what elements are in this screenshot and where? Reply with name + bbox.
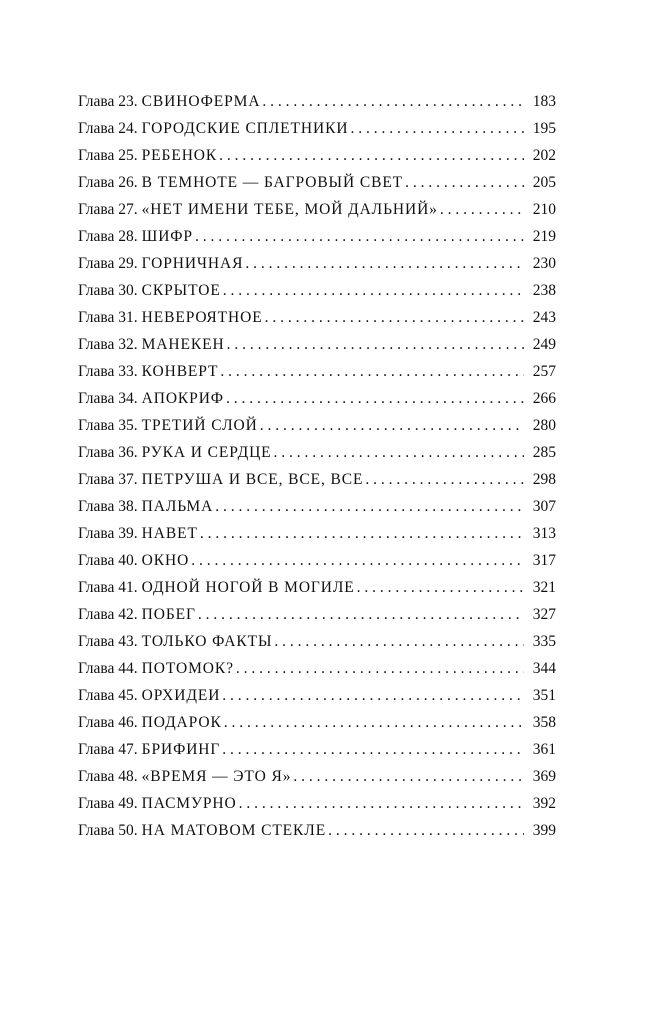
page-number: 280 <box>532 417 556 434</box>
toc-entry <box>78 304 556 331</box>
chapter-number: Глава 38. <box>78 498 138 515</box>
chapter-number: Глава 42. <box>78 606 138 623</box>
toc-entry <box>78 115 556 142</box>
chapter-number: Глава 49. <box>78 795 138 812</box>
toc-entry <box>78 790 556 817</box>
dot-leader <box>405 169 524 196</box>
page-number: 344 <box>532 660 556 677</box>
chapter-title: АПОКРИФ <box>141 390 224 407</box>
chapter-title: ПОДАРОК <box>141 714 222 731</box>
page-number: 266 <box>532 390 556 407</box>
chapter-title: «НЕТ ИМЕНИ ТЕБЕ, МОЙ ДАЛЬНИЙ» <box>141 201 438 218</box>
toc-entry <box>78 88 556 115</box>
page-number: 249 <box>532 336 556 353</box>
chapter-number: Глава 47. <box>78 741 138 758</box>
dot-leader <box>200 520 524 547</box>
toc-entry <box>78 466 556 493</box>
page-number: 399 <box>532 822 556 839</box>
dot-leader <box>198 601 524 628</box>
chapter-title: ПАСМУРНО <box>141 795 237 812</box>
page-number: 219 <box>532 228 556 245</box>
page-number: 298 <box>532 471 556 488</box>
toc-entry <box>78 574 556 601</box>
chapter-number: Глава 30. <box>78 282 138 299</box>
page-number: 369 <box>532 768 556 785</box>
chapter-number: Глава 27. <box>78 201 138 218</box>
toc-entry <box>78 412 556 439</box>
chapter-title: ОРХИДЕИ <box>141 687 221 704</box>
table-of-contents <box>78 88 556 844</box>
chapter-title: ОКНО <box>141 552 190 569</box>
chapter-number: Глава 35. <box>78 417 138 434</box>
chapter-number: Глава 25. <box>78 147 138 164</box>
page-number: 257 <box>532 363 556 380</box>
chapter-number: Глава 36. <box>78 444 138 461</box>
page-number: 183 <box>532 93 556 110</box>
dot-leader <box>260 412 524 439</box>
chapter-number: Глава 34. <box>78 390 138 407</box>
dot-leader <box>219 142 524 169</box>
toc-entry <box>78 682 556 709</box>
page-number: 205 <box>532 174 556 191</box>
toc-entry <box>78 331 556 358</box>
dot-leader <box>215 493 524 520</box>
chapter-number: Глава 29. <box>78 255 138 272</box>
chapter-title: ПОБЕГ <box>141 606 196 623</box>
dot-leader <box>239 790 524 817</box>
chapter-number: Глава 50. <box>78 822 138 839</box>
dot-leader <box>293 763 524 790</box>
dot-leader <box>265 304 524 331</box>
chapter-title: ГОРОДСКИЕ СПЛЕТНИКИ <box>141 120 349 137</box>
toc-entry <box>78 736 556 763</box>
chapter-title: ТОЛЬКО ФАКТЫ <box>141 633 273 650</box>
dot-leader <box>274 439 524 466</box>
page-number: 321 <box>532 579 556 596</box>
page-number: 361 <box>532 741 556 758</box>
dot-leader <box>274 628 524 655</box>
dot-leader <box>440 196 524 223</box>
toc-entry <box>78 223 556 250</box>
dot-leader <box>222 682 524 709</box>
page-number: 202 <box>532 147 556 164</box>
dot-leader <box>236 655 524 682</box>
chapter-title: РЕБЕНОК <box>141 147 218 164</box>
dot-leader <box>262 88 524 115</box>
chapter-title: ОДНОЙ НОГОЙ В МОГИЛЕ <box>141 579 355 596</box>
chapter-title: ПАЛЬМА <box>141 498 214 515</box>
toc-entry <box>78 142 556 169</box>
page-number: 285 <box>532 444 556 461</box>
chapter-title: СВИНОФЕРМА <box>141 93 261 110</box>
dot-leader <box>226 385 524 412</box>
page-number: 238 <box>532 282 556 299</box>
dot-leader <box>328 817 524 844</box>
chapter-number: Глава 32. <box>78 336 138 353</box>
toc-entry <box>78 196 556 223</box>
chapter-title: НА МАТОВОМ СТЕКЛЕ <box>141 822 327 839</box>
chapter-title: НАВЕТ <box>141 525 198 542</box>
toc-entry <box>78 493 556 520</box>
page-number: 358 <box>532 714 556 731</box>
toc-entry <box>78 547 556 574</box>
page-number: 351 <box>532 687 556 704</box>
page-number: 335 <box>532 633 556 650</box>
dot-leader <box>222 736 524 763</box>
toc-entry <box>78 817 556 844</box>
dot-leader <box>227 331 524 358</box>
toc-entry <box>78 520 556 547</box>
chapter-title: ПЕТРУША И ВСЕ, ВСЕ, ВСЕ <box>141 471 364 488</box>
chapter-title: «ВРЕМЯ — ЭТО Я» <box>141 768 292 785</box>
page-number: 327 <box>532 606 556 623</box>
toc-entry <box>78 655 556 682</box>
chapter-number: Глава 48. <box>78 768 138 785</box>
chapter-number: Глава 23. <box>78 93 138 110</box>
chapter-title: МАНЕКЕН <box>141 336 225 353</box>
page-number: 243 <box>532 309 556 326</box>
chapter-title: СКРЫТОЕ <box>141 282 221 299</box>
page-number: 392 <box>532 795 556 812</box>
dot-leader <box>223 277 524 304</box>
chapter-number: Глава 46. <box>78 714 138 731</box>
chapter-number: Глава 40. <box>78 552 138 569</box>
chapter-title: НЕВЕРОЯТНОЕ <box>141 309 263 326</box>
toc-entry <box>78 169 556 196</box>
chapter-title: ТРЕТИЙ СЛОЙ <box>141 417 258 434</box>
chapter-number: Глава 26. <box>78 174 138 191</box>
dot-leader <box>357 574 524 601</box>
toc-entry <box>78 439 556 466</box>
chapter-number: Глава 44. <box>78 660 138 677</box>
chapter-title: КОНВЕРТ <box>141 363 219 380</box>
dot-leader <box>195 223 524 250</box>
toc-entry <box>78 601 556 628</box>
dot-leader <box>224 709 524 736</box>
page-number: 313 <box>532 525 556 542</box>
chapter-title: РУКА И СЕРДЦЕ <box>141 444 272 461</box>
toc-entry <box>78 385 556 412</box>
toc-entry <box>78 709 556 736</box>
page-number: 307 <box>532 498 556 515</box>
page-number: 317 <box>532 552 556 569</box>
chapter-title: ПОТОМОК? <box>141 660 234 677</box>
chapter-number: Глава 45. <box>78 687 138 704</box>
toc-entry <box>78 358 556 385</box>
chapter-number: Глава 33. <box>78 363 138 380</box>
chapter-title: ШИФР <box>141 228 193 245</box>
chapter-number: Глава 37. <box>78 471 138 488</box>
page-number: 210 <box>532 201 556 218</box>
page-number: 195 <box>532 120 556 137</box>
dot-leader <box>220 358 524 385</box>
dot-leader <box>350 115 524 142</box>
toc-entry <box>78 628 556 655</box>
toc-entry <box>78 250 556 277</box>
chapter-number: Глава 43. <box>78 633 138 650</box>
chapter-number: Глава 39. <box>78 525 138 542</box>
toc-entry <box>78 763 556 790</box>
page-number: 230 <box>532 255 556 272</box>
chapter-number: Глава 28. <box>78 228 138 245</box>
dot-leader <box>191 547 524 574</box>
chapter-title: БРИФИНГ <box>141 741 221 758</box>
dot-leader <box>245 250 524 277</box>
chapter-number: Глава 41. <box>78 579 138 596</box>
toc-entry <box>78 277 556 304</box>
chapter-title: ГОРНИЧНАЯ <box>141 255 244 272</box>
chapter-number: Глава 31. <box>78 309 138 326</box>
dot-leader <box>365 466 524 493</box>
chapter-number: Глава 24. <box>78 120 138 137</box>
chapter-title: В ТЕМНОТЕ — БАГРОВЫЙ СВЕТ <box>141 174 404 191</box>
